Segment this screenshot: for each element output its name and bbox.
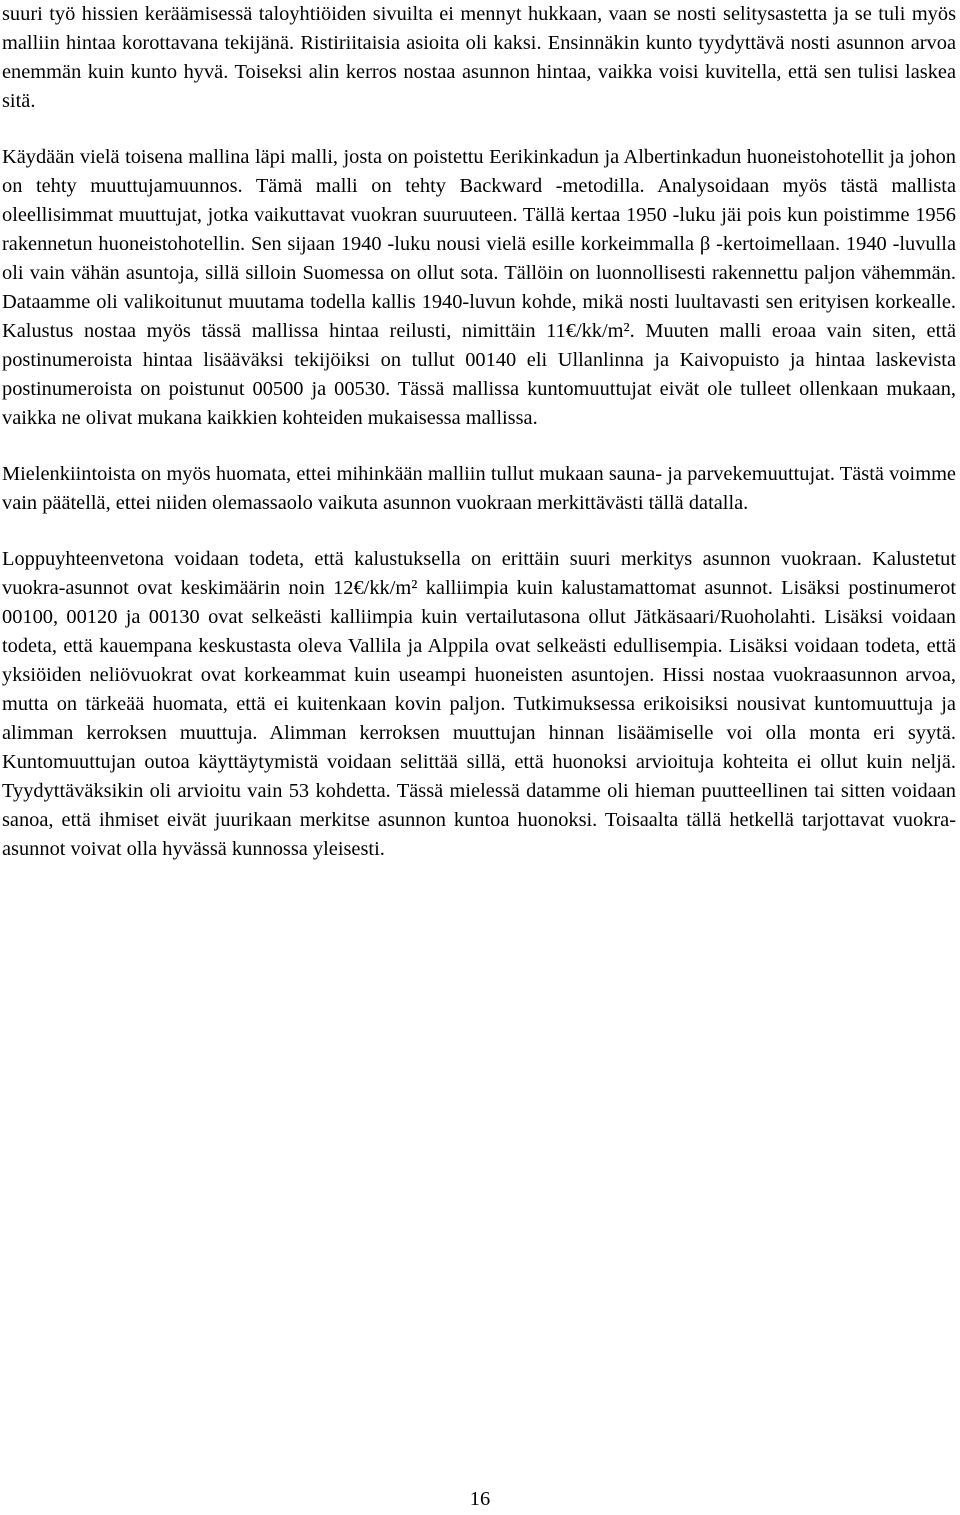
paragraph-backward-malli: Käydään vielä toisena mallina läpi malli, josta on poistettu Eerikinkadun ja Albertinkadun huoneistohotellit ja johon on tehty muuttujamuunnos. Tämä malli on tehty Backward -metodilla. Analysoidaan myös tästä mallista oleellisimmat muuttujat, jotka vaikuttavat vuokran suuruuteen. Tällä kertaa 1950 -luku jäi pois kun poistimme 1956 rakennetun huoneistohotellin. Sen sijaan 1940 -luku nousi vielä esille korkeimmalla β -kertoimellaan. 1940 -luvulla oli vain vähän asuntoja, sillä silloin Suomessa on ollut sota. Tällöin on luonnollisesti rakennettu paljon vähemmän. Dataamme oli valikoitunut muutama todella kallis 1940-luvun kohde, mikä nosti luultavasti sen erityisen korkealle. Kalustus nostaa myös tässä mallissa hintaa reilusti, nimittäin 11€/kk/m². Muuten malli eroaa vain siten, että postinumeroista hintaa lisääväksi tekijöiksi on tullut 00140 eli Ullanlinna ja Kaivopuisto ja hintaa laskevista postinumeroista on poistunut 00500 ja 00530. Tässä mallissa kuntomuuttujat eivät ole tulleet ollenkaan mukaan, vaikka ne olivat mukana kaikkien kohteiden mukaisessa mallissa. bbox=[2, 146, 956, 429]
body-text bbox=[2, 0, 956, 891]
paragraph-sauna-parveke: Mielenkiintoista on myös huomata, ettei mihinkään malliin tullut mukaan sauna- ja parvekemuuttujat. Tästä voimme vain päätellä, ettei niiden olemassaolo vaikuta asunnon vuokraan merkittävästi tällä datalla. bbox=[2, 463, 956, 514]
paragraph-hissien-selitysaste: suuri työ hissien keräämisessä taloyhtiöiden sivuilta ei mennyt hukkaan, vaan se nosti selitysastetta ja se tuli myös malliin hintaa korottavana tekijänä. Ristiriitaisia asioita oli kaksi. Ensinnäkin kunto tyydyttävä nosti asunnon arvoa enemmän kuin kunto hyvä. Toiseksi alin kerros nostaa asunnon hintaa, vaikka voisi kuvitella, että sen tulisi laskea sitä. bbox=[2, 3, 956, 112]
page-number: 16 bbox=[469, 1488, 491, 1510]
paragraph-loppuyhteenveto: Loppuyhteenvetona voidaan todeta, että kalustuksella on erittäin suuri merkitys asunnon vuokraan. Kalustetut vuokra-asunnot ovat keskimäärin noin 12€/kk/m² kalliimpia kuin kalustamattomat asunnot. Lisäksi postinumerot 00100, 00120 ja 00130 ovat selkeästi kalliimpia kuin vertailutasona ollut Jätkäsaari/Ruoholahti. Lisäksi voidaan todeta, että kauempana keskustasta oleva Vallila ja Alppila ovat selkeästi edullisempia. Lisäksi voidaan todeta, että yksiöiden neliövuokrat ovat korkeammat kuin useampi huoneisten asuntojen. Hissi nostaa vuokraasunnon arvoa, mutta on tärkeää huomata, että ei kuitenkaan kovin paljon. Tutkimuksessa erikoisiksi nousivat kuntomuuttuja ja alimman kerroksen muuttuja. Alimman kerroksen muuttujan hinnan lisäämiselle voi olla monta eri syytä. Kuntomuuttujan outoa käyttäytymistä voidaan selittää sillä, että huonoksi arvioituja kohteita ei ollut kuin neljä. Tyydyttäväksikin oli arvioitu vain 53 kohdetta. Tässä mielessä datamme oli hieman puutteellinen tai sitten voidaan sanoa, että ihmiset eivät juurikaan merkitse asunnon kuntoa huonoksi. Toisaalta tällä hetkellä tarjottavat vuokra-asunnot voivat olla hyvässä kunnossa yleisesti. bbox=[2, 548, 956, 860]
